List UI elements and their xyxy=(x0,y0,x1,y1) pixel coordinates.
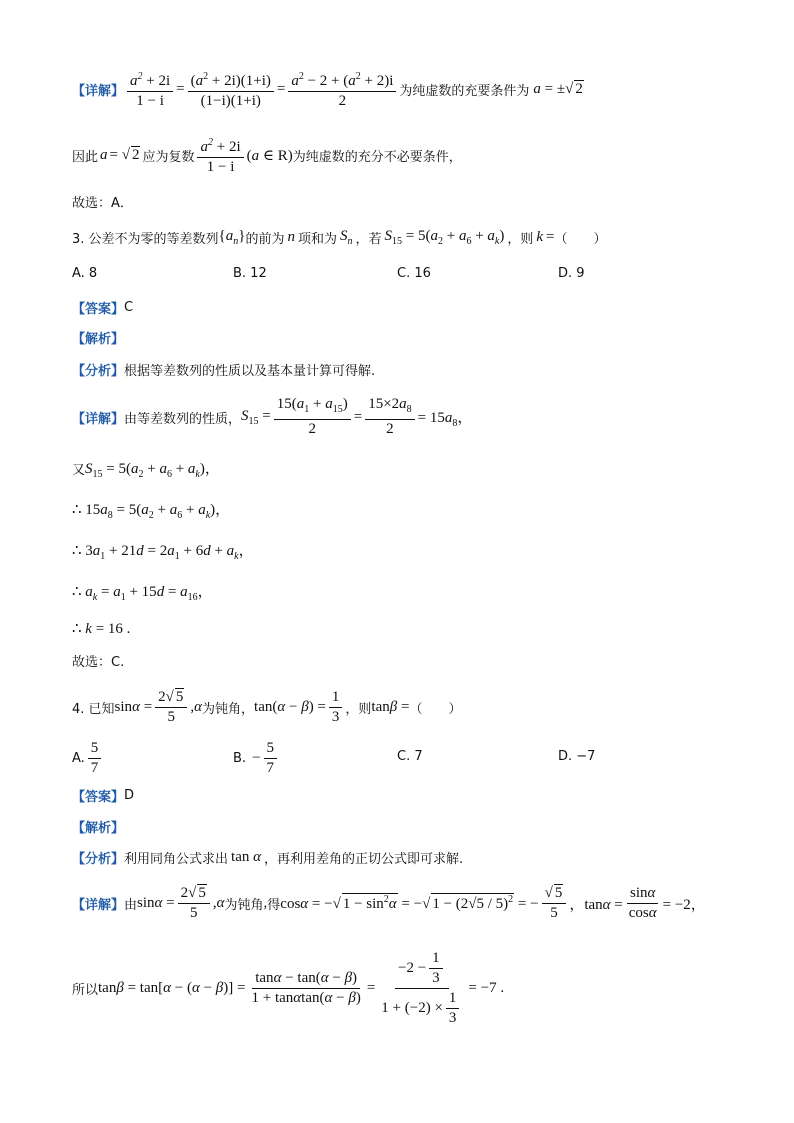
method-line-4: 【分析】 利用同角公式求出 tan α ，再利用差角的正切公式即可求解. xyxy=(72,849,464,867)
method-line-3: 【分析】 根据等差数列的性质以及基本量计算可得解. xyxy=(72,364,376,379)
detail-line-3: 【详解】 由等差数列的性质， $S_{15}$ = $\frac{15(a_1 + a_{15})}{2}$ = $\frac{15\times 2a_8}{2}$ = $15a_8$， xyxy=(72,396,473,437)
option-d[interactable]: D. 9 xyxy=(558,266,585,281)
step-5: ∴ k = 16 . xyxy=(72,621,131,637)
fraction: $\frac{a^2 + 2i}{1 - i}$ xyxy=(197,134,243,176)
detail-line-2: 因此 a = √ 2 应为复数 $\frac{a^2 + 2i}{1 - i}$ (a ∈ R) 为纯虚数的充分不必要条件， xyxy=(72,134,754,176)
step-4: ∴ $a_k = a_1 + 15d = a_{16}$， xyxy=(72,584,213,603)
option-b[interactable]: B. 12 xyxy=(233,266,267,281)
option-a[interactable]: A. 8 xyxy=(72,266,98,281)
analysis-line-3: 【解析】 xyxy=(72,332,125,347)
option-b[interactable]: B. − $\frac{5}{7}$ xyxy=(233,740,280,777)
option-c[interactable]: C. 16 xyxy=(397,266,431,281)
fraction: $\frac{a^2 + 2i}{1 - i}$ xyxy=(127,68,173,110)
step-3: ∴ $3a_1 + 21d = 2a_1 + 6d + a_k$， xyxy=(72,543,254,562)
fraction: $\frac{15(a_1 + a_{15})}{2}$ xyxy=(274,396,351,438)
detail-line-1: 【详解】 $\frac{a^2 + 2i}{1 - i}$ = $\frac{(a^2 + 2i)(1+i)}{(1-i)(1+i)}$ = $\frac{a^2 - 2 + (a^2 + 2)i}{2}$ 为纯虚数的充要条件为 a = ±√ 2 xyxy=(72,68,754,110)
choose-line-3: 故选：C. xyxy=(72,655,125,670)
fraction: $\frac{15\times 2a_8}{2}$ xyxy=(365,396,414,438)
option-a[interactable]: A. $\frac{5}{7}$ xyxy=(72,740,104,777)
option-c[interactable]: C. 7 xyxy=(397,749,423,764)
option-d[interactable]: D. −7 xyxy=(558,749,596,764)
fraction: $\frac{(a^2 + 2i)(1+i)}{(1-i)(1+i)}$ xyxy=(188,68,274,110)
step-1: 又 $S_{15} = 5(a_2 + a_6 + a_k)$， xyxy=(72,461,220,480)
detail-tag: 【详解】 xyxy=(72,83,125,99)
choose-line-1: 故选：A． xyxy=(72,196,133,211)
fraction: $\frac{2√ 5}{5}$ xyxy=(155,688,187,726)
answer-line-3: 【答案】 C xyxy=(72,300,134,317)
fraction: $\frac{1}{3}$ xyxy=(329,689,343,726)
question-4-stem: 4. 已知 sinα = $\frac{2√ 5}{5}$ ,α 为钝角， tan(α − β) = $\frac{1}{3}$ ，则 tanβ = （ ） xyxy=(72,688,462,725)
step-2: ∴ $15a_8 = 5(a_2 + a_6 + a_k)$， xyxy=(72,502,231,521)
analysis-line-4: 【解析】 xyxy=(72,821,125,836)
detail-line-5: 所以 tanβ = tan[α − (α − β)] = $\frac{\tan\alpha - \tan(\alpha - \beta)}{1 + \tan\alpha\tan(\alpha - \beta)}$ = −2 − $\frac{1}{3}$ 1 + (−2) × $\frac{1}{3}$ = −7 . xyxy=(72,950,505,1026)
fraction: $\frac{a^2 - 2 + (a^2 + 2)i}{2}$ xyxy=(288,68,396,110)
detail-line-4: 【详解】 由 sinα = $\frac{2√ 5}{5}$ ,α 为钝角 , 得 cosα = −√ $1 - \sin^2\alpha$ = −√ 1 − (2√5 / 5)$^2$ = − $\frac{√ 5}{5}$ ，tanα = $\frac{\sin\alpha}{\cos\alpha}$ = −2， xyxy=(72,884,706,921)
condition-text: 为纯虚数的充要条件为 xyxy=(399,83,530,99)
question-3-stem: 3. 公差不为零的等差数列 $\{a_n\}$ 的前为 n 项和为 $S_n$ ，若 $S_{15} = 5(a_2 + a_6 + a_k)$ ，则 k = （ ） xyxy=(72,228,607,247)
answer-line-4: 【答案】 D xyxy=(72,788,135,805)
